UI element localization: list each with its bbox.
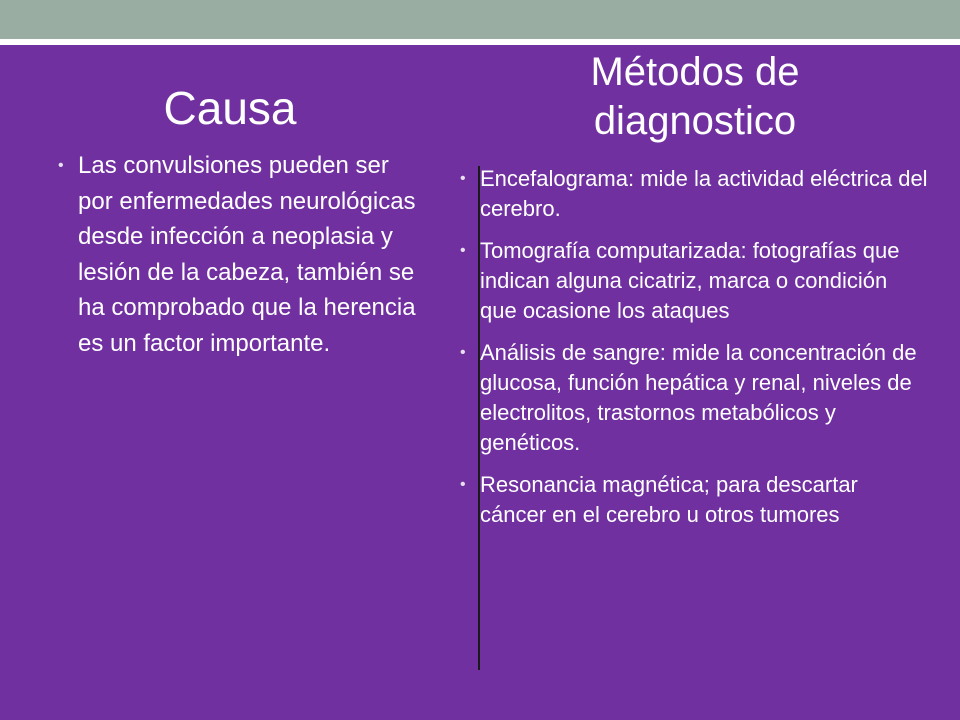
causa-bullet-list — [58, 148, 418, 361]
metodos-heading-line2: diagnostico — [593, 98, 797, 143]
column-divider — [478, 166, 480, 670]
diagnostico-bullet-item — [460, 236, 930, 326]
diagnostico-bullet-item — [460, 338, 930, 458]
causa-heading: Causa — [163, 82, 297, 134]
diagnostico-bullet-text: Resonancia magnética; para descartar cáncer en el cerebro u otros tumores — [480, 472, 858, 527]
diagnostico-bullet-text: Análisis de sangre: mide la concentración de glucosa, función hepática y renal, niveles de electrolitos, trastornos metabólicos y genéticos. — [480, 340, 917, 455]
bullet-icon: • — [460, 170, 466, 187]
diagnostico-bullet-text: Tomografía computarizada: fotografías que indican alguna cicatriz, marca o condición que ocasione los ataques — [480, 238, 900, 323]
causa-bullet-text: Las convulsiones pueden ser por enfermedades neurológicas desde infección a neoplasia y lesión de la cabeza, también se ha comprobado que la herencia es un factor importante. — [78, 152, 416, 357]
bullet-icon: • — [58, 157, 64, 174]
causa-bullet-item — [58, 148, 418, 361]
diagnostico-bullet-text: Encefalograma: mide la actividad eléctrica del cerebro. — [480, 166, 928, 221]
top-decorative-band — [0, 0, 960, 39]
metodos-heading — [480, 48, 910, 146]
metodos-heading-line1: Métodos de — [590, 50, 800, 94]
bullet-icon: • — [460, 242, 466, 259]
bullet-icon: • — [460, 476, 466, 493]
top-decorative-line — [0, 39, 960, 45]
diagnostico-bullet-item — [460, 470, 930, 530]
bullet-icon: • — [460, 344, 466, 361]
diagnostico-bullet-item — [460, 164, 930, 224]
diagnostico-bullet-list — [460, 164, 930, 542]
